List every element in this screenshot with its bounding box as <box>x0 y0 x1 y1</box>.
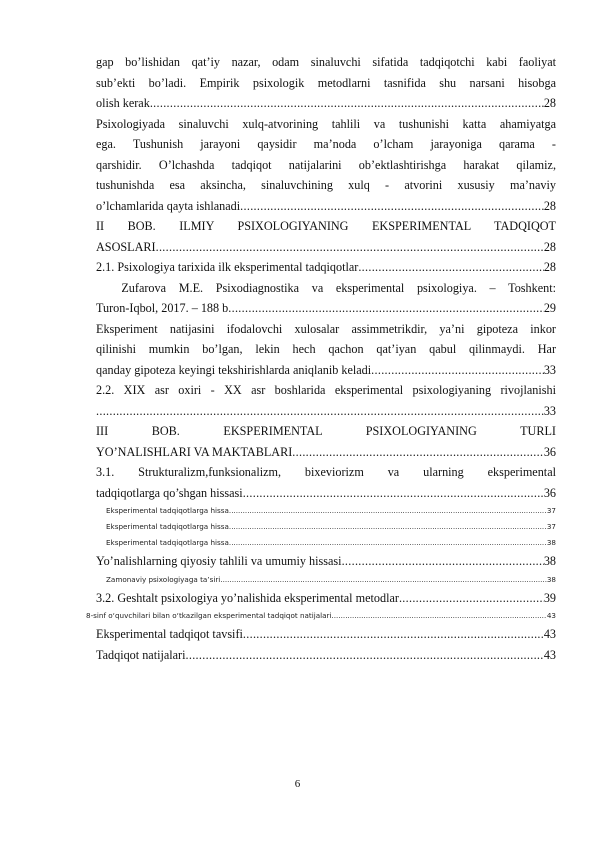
toc-entry[interactable] <box>96 551 556 572</box>
toc-entry-text: II BOB. ILMIY PSIXOLOGIYANING EKSPERIMENTAL TADQIQOT <box>96 219 556 233</box>
toc-entry-text: olish kerak <box>96 96 150 110</box>
toc-page-number: 38 <box>543 554 556 568</box>
table-of-contents <box>86 52 556 665</box>
toc-entry-text: Eksperiment natijasini ifodalovchi xulosalar assimmetrikdir, ya’ni gipoteza inkor <box>96 321 556 336</box>
leader-dots <box>229 503 547 519</box>
toc-entry-text: qanday gipoteza keyingi tekshirishlarda aniqlanib keladi <box>96 362 372 377</box>
toc-subentry[interactable] <box>96 535 556 551</box>
toc-entry-text: Psixologiyada sinaluvchi xulq-atvorining tahlili va tushunishi katta ahamiyatga <box>96 116 556 131</box>
leader-dots <box>220 572 547 588</box>
toc-page-number: 36 <box>543 444 556 459</box>
toc-entry[interactable] <box>96 52 556 114</box>
toc-subentry[interactable] <box>96 503 556 519</box>
toc-chapter-entry[interactable] <box>96 216 556 257</box>
toc-page-number: 28 <box>543 239 556 254</box>
toc-entry-text: Tadqiqot natijalari <box>96 647 186 662</box>
toc-page-number: 38 <box>546 538 556 547</box>
toc-entry[interactable] <box>96 319 556 381</box>
toc-entry-text: 3.2. Geshtalt psixologiya yo’nalishida eksperimental metodlar <box>96 590 399 605</box>
toc-page-number: 29 <box>543 301 556 315</box>
toc-entry-text: III BOB. EKSPERIMENTAL PSIXOLOGIYANING TURLI <box>96 424 556 438</box>
toc-page-number: 28 <box>543 96 556 110</box>
toc-entry-text: Zamonaviy psixologiyaga ta’siri <box>106 574 221 584</box>
toc-entry-text: qarshidir. O’lchashda tadqiqot natijalarini ob’ektlashtirishga harakat qilamiz, <box>96 157 556 172</box>
toc-page-number: 37 <box>546 522 556 531</box>
toc-page-number: 33 <box>543 362 556 377</box>
toc-entry-text: sub’ekti bo’ladi. Empirik psixologik metodlarni tasnifida shu narsani hisobga <box>96 75 556 90</box>
toc-subentry[interactable] <box>96 519 556 535</box>
leader-dots <box>342 551 544 572</box>
leader-dots <box>156 237 544 258</box>
toc-entry-text: ega. Tushunish jarayoni qaysidir ma’noda o’lcham jarayoniga qarama - <box>96 137 556 151</box>
leader-dots <box>150 93 544 114</box>
leader-dots <box>186 645 544 666</box>
toc-page-number: 28 <box>543 198 556 213</box>
toc-entry-text: tadqiqotlarga qo’shgan hissasi <box>96 485 243 500</box>
toc-page-number: 33 <box>543 403 556 418</box>
leader-dots <box>292 442 544 463</box>
toc-entry-text: 2.1. Psixologiya tarixida ilk eksperimental tadqiqotlar <box>96 260 359 274</box>
toc-entry-text: Eksperimental tadqiqotlarga hissa <box>106 538 229 547</box>
toc-entry-text: Turon-Iqbol, 2017. – 188 b <box>96 301 229 315</box>
toc-entry[interactable] <box>96 645 556 666</box>
toc-chapter-entry[interactable] <box>96 421 556 462</box>
toc-entry[interactable] <box>96 588 556 609</box>
toc-entry[interactable] <box>96 462 556 503</box>
toc-entry[interactable] <box>96 624 556 645</box>
toc-subentry[interactable] <box>86 608 556 624</box>
toc-page-number: 39 <box>543 590 556 605</box>
toc-entry-text: ASOSLARI <box>96 239 156 254</box>
toc-entry-text: YO’NALISHLARI VA MAKTABLARI <box>96 444 293 459</box>
toc-entry-text: tushunishda esa aksincha, sinaluvchining xulq - atvorini xususiy ma’naviy <box>96 178 556 192</box>
toc-entry-text: o’lchamlarida qayta ishlanadi <box>96 198 241 213</box>
toc-page-number: 36 <box>543 485 556 500</box>
toc-entry-text: Yo’nalishlarning qiyosiy tahlili va umumiy hissasi <box>96 554 342 568</box>
leader-dots <box>371 360 544 381</box>
toc-entry[interactable] <box>96 380 556 421</box>
toc-page-number: 28 <box>543 260 556 274</box>
toc-entry-text: gap bo’lishidan qat’iy nazar, odam sinaluvchi sifatida tadqiqotchi kabi faoliyat <box>96 55 556 69</box>
toc-entry-text: Eksperimental tadqiqotlarga hissa <box>106 522 229 531</box>
page-number: 6 <box>294 778 301 790</box>
toc-entry-text: qilinishi mumkin bo’lgan, lekin hech qachon qat’iyan qabul qilinmaydi. Har <box>96 342 556 356</box>
toc-entry[interactable] <box>96 114 556 217</box>
toc-entry-text: 3.1. Strukturalizm,funksionalizm, bixeviorizm va ularning eksperimental <box>96 465 556 479</box>
leader-dots <box>243 624 544 645</box>
toc-entry-text: 8-sinf o‘quvchilari bilan o‘tkazilgan eksperimental tadqiqot natijalari <box>86 611 332 620</box>
leader-dots <box>331 608 546 624</box>
toc-page-number: 37 <box>546 506 556 515</box>
leader-dots <box>229 519 547 535</box>
toc-page-number: 43 <box>546 611 556 620</box>
toc-entry-text: Zufarova M.E. Psixodiagnostika va eksperimental psixologiya. – Toshkent: <box>96 280 556 295</box>
toc-entry-text: 2.2. XIX asr oxiri - XX asr boshlarida eksperimental psixologiyaning rivojlanishi <box>96 383 556 397</box>
toc-page-number: 43 <box>543 647 556 662</box>
toc-entry-text: Eksperimental tadqiqot tavsifi <box>96 627 243 641</box>
leader-dots <box>399 588 544 609</box>
leader-dots <box>243 483 544 504</box>
toc-entry[interactable] <box>96 257 556 278</box>
leader-dots <box>240 196 544 217</box>
toc-entry-text: Eksperimental tadqiqotlarga hissa <box>106 506 229 515</box>
leader-dots <box>229 535 547 551</box>
leader-dots <box>358 257 543 278</box>
toc-subentry[interactable] <box>96 572 556 588</box>
leader-dots <box>96 401 544 422</box>
toc-page-number: 38 <box>546 574 556 584</box>
toc-page-number: 43 <box>543 627 556 641</box>
leader-dots <box>228 298 544 319</box>
toc-entry[interactable] <box>96 278 556 319</box>
